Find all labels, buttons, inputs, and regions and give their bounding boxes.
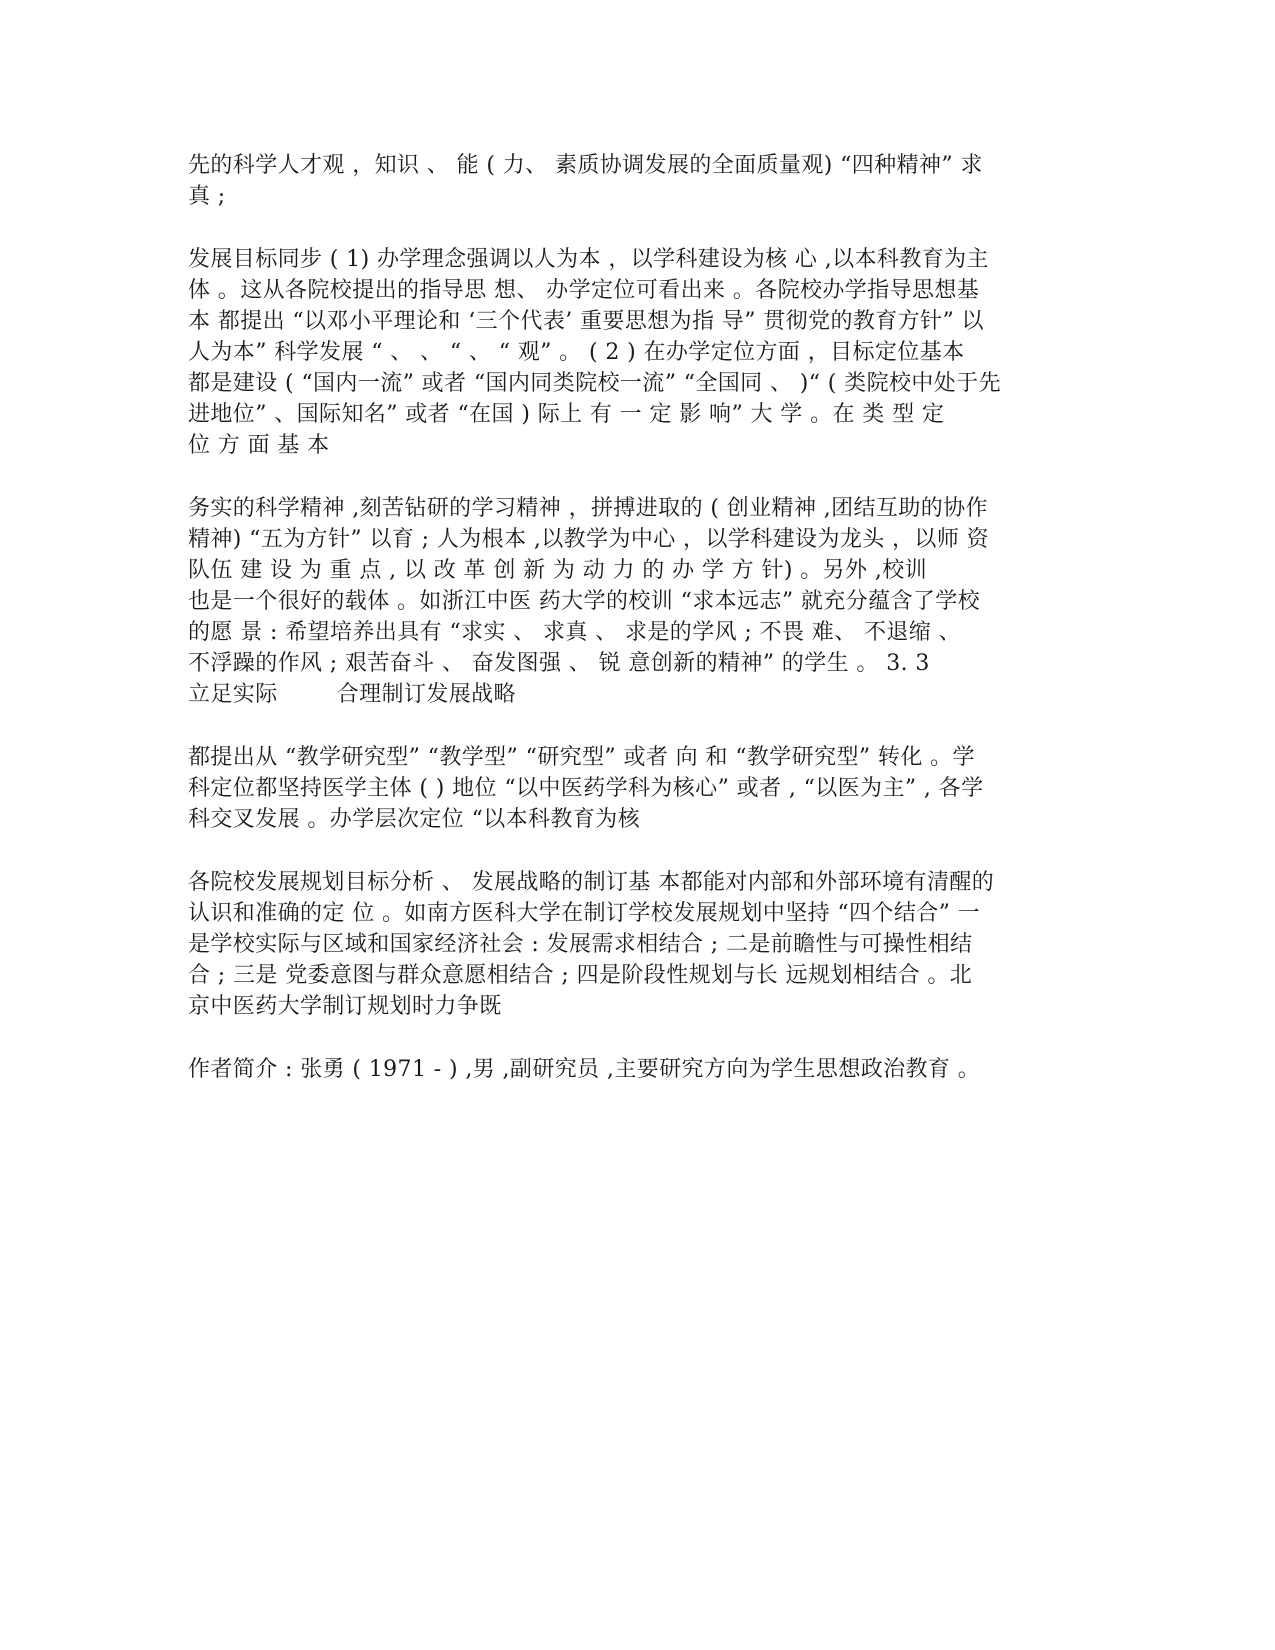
text-line: 也是一个很好的载体 。如浙江中医 药大学的校训 “求本远志” 就充分蕴含了学校	[188, 589, 981, 614]
text-line: 的愿 景 : 希望培养出具有 “求实 、 求真 、 求是的学风 ; 不畏 难、 不退缩 、	[188, 620, 961, 645]
author-note	[188, 1054, 1098, 1085]
paragraph-2	[188, 244, 1098, 461]
section-heading-line: 立足实际 合理制订发展战略	[188, 682, 516, 707]
paragraph-1	[188, 150, 1098, 212]
text-line: 京中医药大学制订规划时力争既	[188, 994, 502, 1019]
text-line: 不浮躁的作风 ; 艰苦奋斗 、 奋发图强 、 锐 意创新的精神” 的学生 。 3. 3	[188, 651, 930, 676]
text-line: 本 都提出 “以邓小平理论和 ‘三个代表’ 重要思想为指 导” 贯彻党的教育方针” 以	[188, 309, 984, 334]
paragraph-3	[188, 493, 1098, 710]
text-line: 各院校发展规划目标分析 、 发展战略的制订基 本都能对内部和外部环境有清醒的	[188, 870, 995, 895]
text-line: 是学校实际与区域和国家经济社会 : 发展需求相结合 ; 二是前瞻性与可操性相结	[188, 932, 973, 957]
text-line: 合 ; 三是 党委意图与群众意愿相结合 ; 四是阶段性规划与长 远规划相结合 。北	[188, 963, 973, 988]
text-line: 人为本” 科学发展 “ 、 、 “ 、 “ 观” 。 ( 2 ) 在办学定位方面 ，目标定位基本	[188, 340, 965, 365]
text-line: 进地位” 、国际知名” 或者 “在国 ) 际上 有 一 定 影 响” 大 学 。在 类 型 定	[188, 402, 945, 427]
author-note-line: 作者简介 : 张勇 ( 1971 - ) ,男 ,副研究员 ,主要研究方向为学生思想政治教育 。	[188, 1057, 981, 1082]
text-line: 发展目标同步 ( 1) 办学理念强调以人为本 ，以学科建设为核 心 ,以本科教育为主	[188, 247, 989, 272]
text-line: 真 ;	[188, 184, 226, 209]
paragraph-4	[188, 742, 1098, 835]
document-body	[188, 150, 1098, 1117]
text-line: 务实的科学精神 ,刻苦钻研的学习精神 ，拼搏进取的 ( 创业精神 ,团结互助的协作	[188, 496, 988, 521]
text-line: 都提出从 “教学研究型” “教学型” “研究型” 或者 向 和 “教学研究型” 转化 。学	[188, 745, 975, 770]
text-line: 精神) “五为方针” 以育 ; 人为根本 ,以教学为中心 ，以学科建设为龙头 ，以师 资	[188, 527, 990, 552]
text-line: 都是建设 ( “国内一流” 或者 “国内同类院校一流” “全国同 、 )“ ( 类院校中处于先	[188, 371, 1001, 396]
text-line: 认识和准确的定 位 。如南方医科大学在制订学校发展规划中坚持 “四个结合” 一	[188, 901, 981, 926]
text-line: 体 。这从各院校提出的指导思 想、 办学定位可看出来 。各院校办学指导思想基	[188, 278, 980, 303]
text-line: 队伍 建 设 为 重 点 , 以 改 革 创 新 为 动 力 的 办 学 方 针) 。另外 ,校训	[188, 558, 928, 583]
text-line: 科交叉发展 。办学层次定位 “以本科教育为核	[188, 807, 641, 832]
text-line: 先的科学人才观 ，知识 、 能 ( 力、 素质协调发展的全面质量观) “四种精神” 求	[188, 153, 983, 178]
text-line: 科定位都坚持医学主体 ( ) 地位 “以中医药学科为核心” 或者 , “以医为主” , 各学	[188, 776, 984, 801]
text-line: 位 方 面 基 本	[188, 433, 330, 458]
paragraph-5	[188, 867, 1098, 1022]
